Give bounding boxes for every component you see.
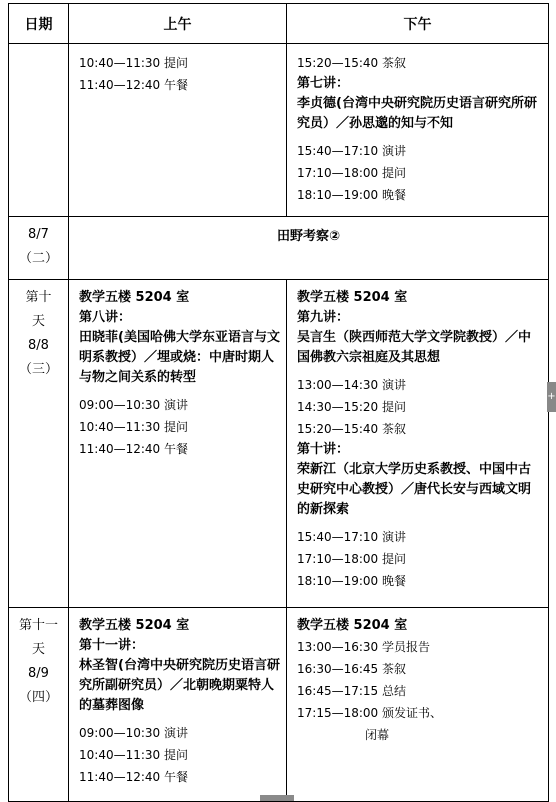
lecture-title: 第十讲： (297, 442, 350, 457)
speaker-topic: 李贞德(台湾中央研究院历史语言研究所研究员）／孙思邈的知与不知 (297, 96, 537, 131)
time-line: 15:40—17:10 演讲 (297, 530, 406, 544)
field-trip-label: 田野考察② (276, 229, 340, 244)
time-line: 11:40—12:40 午餐 (79, 78, 188, 92)
pm-cell (287, 608, 549, 802)
date-cell: 第十一 天 8/9 （四） (9, 608, 69, 802)
time-line: 09:00—10:30 演讲 (79, 398, 188, 412)
lecture-title: 第七讲： (297, 76, 350, 91)
schedule-table (8, 3, 549, 802)
time-line: 13:00—14:30 演讲 (297, 378, 406, 392)
time-line: 17:10—18:00 提问 (297, 552, 406, 566)
header-date: 日期 (9, 4, 69, 44)
room-label: 教学五楼 5204 室 (79, 290, 190, 305)
time-line: 10:40—11:30 提问 (79, 420, 188, 434)
time-line: 17:10—18:00 提问 (297, 166, 406, 180)
date-cell (9, 44, 69, 217)
table-row (9, 217, 549, 280)
time-line: 15:20—15:40 茶叙 (297, 56, 406, 70)
header-am: 上午 (69, 4, 287, 44)
time-line: 18:10—19:00 晚餐 (297, 188, 406, 202)
lecture-title: 第十一讲： (79, 638, 145, 653)
page-scroll-tab[interactable] (260, 795, 294, 801)
field-trip-cell (69, 217, 549, 280)
header-pm: 下午 (287, 4, 549, 44)
speaker-topic: 吴言生（陕西师范大学文学院教授）／中国佛教六宗祖庭及其思想 (297, 330, 532, 365)
am-cell (69, 44, 287, 217)
room-label: 教学五楼 5204 室 (297, 618, 408, 633)
time-line: 15:40—17:10 演讲 (297, 144, 406, 158)
time-line: 11:40—12:40 午餐 (79, 442, 188, 456)
time-line: 17:15—18:00 颁发证书、 (297, 706, 442, 720)
date-cell: 8/7 （二） (9, 217, 69, 280)
time-line: 13:00—16:30 学员报告 (297, 640, 430, 654)
room-label: 教学五楼 5204 室 (79, 618, 190, 633)
table-row (9, 280, 549, 608)
time-line: 09:00—10:30 演讲 (79, 726, 188, 740)
speaker-topic: 荣新江（北京大学历史系教授、中国中古史研究中心教授）／唐代长安与西域文明的新探索 (297, 462, 532, 517)
time-line: 14:30—15:20 提问 (297, 400, 406, 414)
speaker-topic: 田晓菲(美国哈佛大学东亚语言与文明系教授）／埋或烧：中唐时期人与物之间关系的转型 (79, 330, 280, 385)
lecture-title: 第九讲： (297, 310, 350, 325)
pm-cell (287, 44, 549, 217)
am-cell (69, 280, 287, 608)
time-line: 闭幕 (365, 728, 390, 742)
am-cell (69, 608, 287, 802)
time-line: 11:40—12:40 午餐 (79, 770, 188, 784)
time-line: 10:40—11:30 提问 (79, 56, 188, 70)
speaker-topic: 林圣智(台湾中央研究院历史语言研究所副研究员）／北朝晚期粟特人的墓葬图像 (79, 658, 280, 713)
table-row (9, 44, 549, 217)
time-line: 16:30—16:45 茶叙 (297, 662, 406, 676)
lecture-title: 第八讲： (79, 310, 132, 325)
time-line: 16:45—17:15 总结 (297, 684, 406, 698)
table-row (9, 608, 549, 802)
date-cell: 第十 天 8/8 （三） (9, 280, 69, 608)
room-label: 教学五楼 5204 室 (297, 290, 408, 305)
pm-cell (287, 280, 549, 608)
time-line: 18:10—19:00 晚餐 (297, 574, 406, 588)
header-row (9, 4, 549, 44)
time-line: 10:40—11:30 提问 (79, 748, 188, 762)
time-line: 15:20—15:40 茶叙 (297, 422, 406, 436)
side-expand-handle[interactable]: + (547, 382, 556, 412)
